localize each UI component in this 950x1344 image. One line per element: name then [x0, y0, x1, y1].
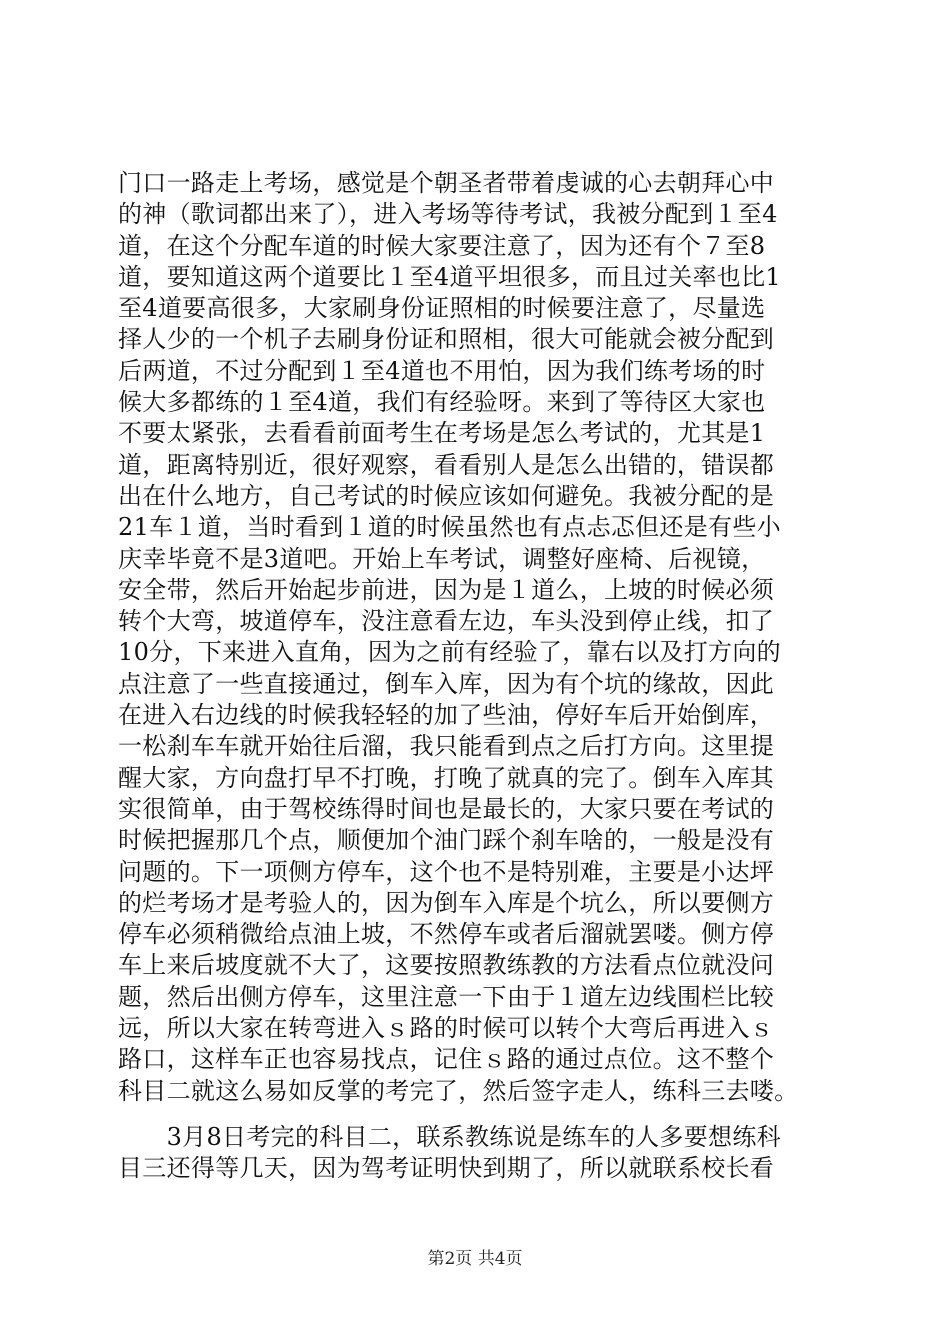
text-line: 醒大家，方向盘打早不打晚，打晚了就真的完了。倒车入库其	[118, 763, 775, 792]
text-line: 安全带，然后开始起步前进，因为是１道么，上坡的时候必须	[118, 575, 775, 604]
text-line: 道，要知道这两个道要比１至4道平坦很多，而且过关率也比1	[118, 262, 781, 291]
paragraph-2	[118, 1122, 838, 1185]
text-line: 题，然后出侧方停车，这里注意一下由于１道左边线围栏比较	[118, 982, 775, 1011]
text-line: 至4道要高很多，大家刷身份证照相的时候要注意了，尽量选	[118, 294, 766, 323]
text-line: 车上来后坡度就不大了，这要按照教练教的方法看点位就没问	[118, 951, 775, 980]
text-line: 科目二就这么易如反掌的考完了，然后签字走人，练科三去喽。	[118, 1076, 799, 1105]
text-line: 庆幸毕竟不是3道吧。开始上车考试，调整好座椅、后视镜，	[118, 544, 766, 573]
text-line: 3月8日考完的科目二，联系教练说是练车的人多要想练科	[118, 1123, 781, 1151]
text-line: 道，距离特别近，很好观察，看看别人是怎么出错的，错误都	[118, 450, 775, 479]
text-line: 21车１道，当时看到１道的时候虽然也有点忐忑但还是有些小	[118, 513, 781, 542]
text-line: 门口一路走上考场，感觉是个朝圣者带着虔诚的心去朝拜心中	[118, 169, 775, 197]
text-line: 出在什么地方，自己考试的时候应该如何避免。我被分配的是	[118, 481, 775, 510]
text-line: 问题的。下一项侧方停车，这个也不是特别难，主要是小达坪	[118, 857, 775, 886]
text-line: 转个大弯，坡道停车，没注意看左边，车头没到停止线，扣了	[118, 607, 775, 636]
text-line: 不要太紧张，去看看前面考生在考场是怎么考试的，尤其是1	[118, 419, 766, 448]
text-line: 在进入右边线的时候我轻轻的加了些油，停好车后开始倒库，	[118, 701, 775, 730]
text-line: 一松刹车车就开始往后溜，我只能看到点之后打方向。这里提	[118, 732, 775, 761]
text-line: 时候把握那几个点，顺便加个油门踩个刹车啥的，一般是没有	[118, 826, 775, 855]
text-line: 的神（歌词都出来了），进入考场等待考试，我被分配到１至4	[118, 200, 778, 229]
text-line: 道，在这个分配车道的时候大家要注意了，因为还有个７至8	[118, 231, 766, 260]
text-line: 路口，这样车正也容易找点，记住ｓ路的通过点位。这不整个	[118, 1045, 775, 1074]
text-line: 实很简单，由于驾校练得时间也是最长的，大家只要在考试的	[118, 794, 775, 823]
text-line: 候大多都练的１至4道，我们有经验呀。来到了等待区大家也	[118, 388, 766, 417]
text-line: 远，所以大家在转弯进入ｓ路的时候可以转个大弯后再进入ｓ	[118, 1014, 775, 1043]
text-line: 后两道，不过分配到１至4道也不用怕，因为我们练考场的时	[118, 356, 766, 385]
text-line: 10分，下来进入直角，因为之前有经验了，靠右以及打方向的	[118, 638, 781, 667]
text-line: 停车必须稍微给点油上坡，不然停车或者后溜就罢喽。侧方停	[118, 920, 775, 949]
page-number-footer: 第2页 共4页	[427, 1249, 523, 1269]
text-line: 择人少的一个机子去刷身份证和照相，很大可能就会被分配到	[118, 325, 775, 354]
paragraph-1	[118, 168, 838, 1107]
text-line: 目三还得等几天，因为驾考证明快到期了，所以就联系校长看	[118, 1154, 775, 1183]
text-line: 点注意了一些直接通过，倒车入库，因为有个坑的缘故，因此	[118, 669, 775, 698]
text-line: 的烂考场才是考验人的，因为倒车入库是个坑么，所以要侧方	[118, 888, 775, 917]
